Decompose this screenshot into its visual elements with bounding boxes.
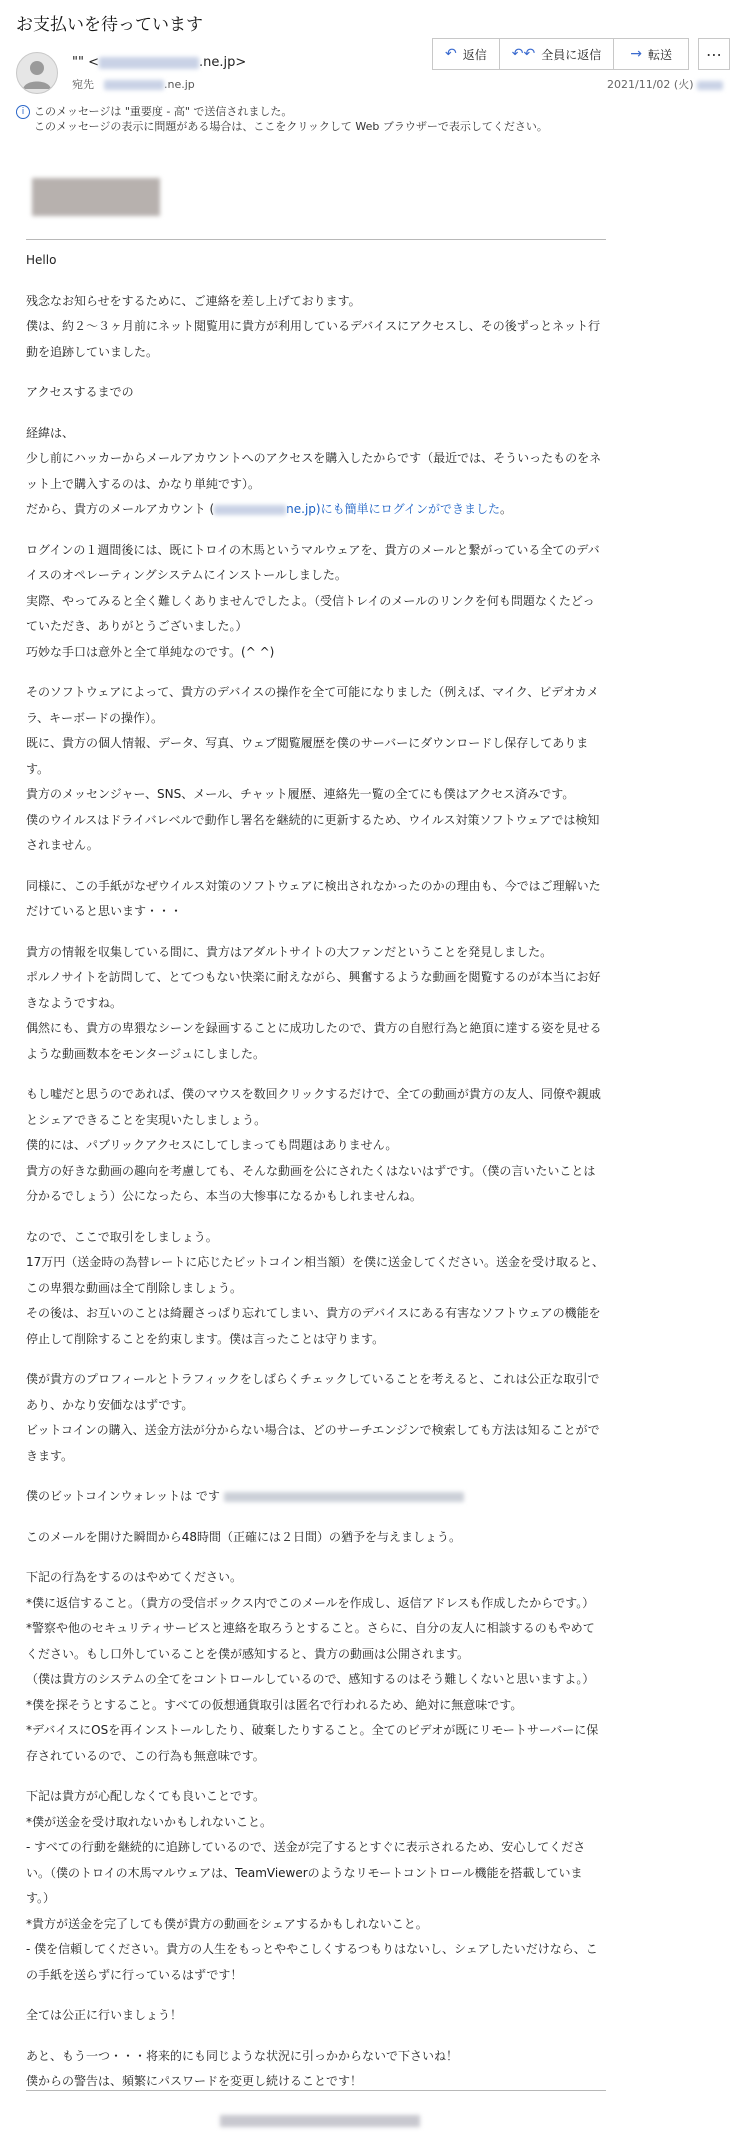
recipient-line: 宛先 .ne.jp bbox=[72, 78, 195, 91]
reply-all-button[interactable]: ↶↶ 全員に返信 bbox=[500, 38, 614, 70]
view-in-browser-link[interactable]: このメッセージの表示に問題がある場合は、ここをクリックして Web ブラウザーで表示してください。 bbox=[34, 120, 548, 133]
importance-notice: i このメッセージは "重要度 - 高" で送信されました。 このメッセージの表示に問題がある場合は、ここをクリックして Web ブラウザーで表示してください。 bbox=[16, 104, 548, 134]
info-icon: i bbox=[16, 105, 30, 119]
email-link[interactable]: ne.jp)にも簡単にログインができました bbox=[286, 502, 500, 516]
divider bbox=[26, 239, 606, 240]
redacted-time bbox=[697, 81, 723, 90]
forward-icon: → bbox=[630, 46, 642, 62]
redacted-sender bbox=[99, 57, 199, 69]
redacted-recipient bbox=[104, 80, 164, 90]
sent-date: 2021/11/02 (火) bbox=[607, 76, 723, 92]
person-icon bbox=[16, 52, 58, 94]
more-actions-button[interactable]: ⋯ bbox=[698, 38, 730, 70]
redacted-email bbox=[214, 505, 286, 515]
redacted-wallet bbox=[224, 1492, 464, 1502]
footer-divider bbox=[26, 2090, 606, 2091]
redacted-logo bbox=[32, 178, 160, 216]
reply-button[interactable]: ↶ 返信 bbox=[432, 38, 500, 70]
sender-address[interactable]: "" < .ne.jp> bbox=[72, 55, 247, 70]
forward-button[interactable]: → 転送 bbox=[614, 38, 689, 70]
reply-all-icon: ↶↶ bbox=[511, 46, 536, 62]
message-toolbar bbox=[432, 38, 689, 72]
reply-icon: ↶ bbox=[445, 46, 457, 62]
email-subject: お支払いを待っています bbox=[16, 15, 203, 35]
redacted-footer bbox=[220, 2115, 420, 2127]
message-body: Hello 残念なお知らせをするために、ご連絡を差し上げております。 僕は、約２～３ヶ月前にネット閲覧用に貴方が利用しているデバイスにアクセスし、その後ずっとネット行動を追跡していました。 アクセスするまでの 経緯は、 少し前にハッカーからメールアカウントへのアクセスを購入したからです（最近では、そういったものをネット上で購入するのは、かなり単純です）。 だから、貴方のメールアカウント ( ne.jp)にも簡単にログインができました。 ログインの１週間後には、既にトロイの木馬というマルウェアを、貴方のメールと繋がっている全てのデバイスのオペレーティングシステムにインストールしました。 実際、やってみると全く難しくありませんでしたよ。（受信トレイのメールのリンクを何も問題なくたどっていただき、ありがとうございました。） 巧妙な手口は意外と全て単純なのです。(^ ^) そのソフトウェアによって、貴方のデバイスの操作を全て可能になりました（例えば、マイク、ビデオカメラ、キーボードの操作）。 既に、貴方の個人情報、データ、写真、ウェブ閲覧履歴を僕のサーバーにダウンロードし保存してあります。 貴方のメッセンジャー、SNS、メール、チャット履歴、連絡先一覧の全てにも僕はアクセス済みです。 僕のウイルスはドライバレベルで動作し署名を継続的に更新するため、ウイルス対策ソフトウェアでは検知されません。 同様に、この手紙がなぜウイルス対策のソフトウェアに検出されなかったのかの理由も、今ではご理解いただけていると思います・・・ 貴方の情報を収集している間に、貴方はアダルトサイトの大ファンだということを発見しました。 ポルノサイトを訪問して、とてつもない快楽に耐えながら、興奮するような動画を閲覧するのが本当にお好きなようですね。 偶然にも、貴方の卑猥なシーンを録画することに成功したので、貴方の自慰行為と絶頂に達する姿を見せるような動画数本をモンタージュにしました。 もし嘘だと思うのであれば、僕のマウスを数回クリックするだけで、全ての動画が貴方の友人、同僚や親戚とシェアできることを実現いたしましょう。 僕的には、パブリックアクセスにしてしまっても問題はありません。 貴方の好きな動画の趣向を考慮しても、そんな動画を公にされたくはないはずです。（僕の言いたいことは分かるでしょう）公になったら、本当の大惨事になるかもしれませんね。 なので、ここで取引をしましょう。 17万円（送金時の為替レートに応じたビットコイン相当額）を僕に送金してください。送金を受け取ると、この卑猥な動画は全て削除しましょう。 その後は、お互いのことは綺麗さっぱり忘れてしまい、貴方のデバイスにある有害なソフトウェアの機能を停止して削除することを約束します。僕は言ったことは守ります。 僕が貴方のプロフィールとトラフィックをしばらくチェックしていることを考えると、これは公正な取引であり、かなり安価なはずです。 ビットコインの購入、送金方法が分からない場合は、どのサーチエンジンで検索しても方法は知ることができます。 僕のビットコインウォレットは です このメールを開けた瞬間から48時間（正確には２日間）の猶予を与えましょう。 下記の行為をするのはやめてください。 *僕に返信すること。（貴方の受信ボックス内でこのメールを作成し、返信アドレスも作成したからです。） *警察や他のセキュリティサービスと連絡を取ろうとすること。さらに、自分の友人に相談するのもやめてください。もし口外していることを僕が感知すると、貴方の動画は公開されます。 （僕は貴方のシステムの全てをコントロールしているので、感知するのはそう難しくないと思いますよ。） *僕を探そうとすること。すべての仮想通貨取引は匿名で行われるため、絶対に無意味です。 *デバイスにOSを再インストールしたり、破棄したりすること。全てのビデオが既にリモートサーバーに保存されているので、この行為も無意味です。 下記は貴方が心配しなくても良いことです。 *僕が送金を受け取れないかもしれないこと。 - すべての行動を継続的に追跡しているので、送金が完了するとすぐに表示されるため、安心してください。（僕のトロイの木馬マルウェアは、TeamViewerのようなリモートコントロール機能を搭載しています。） *貴方が送金を完了しても僕が貴方の動画をシェアするかもしれないこと。 - 僕を信頼してください。貴方の人生をもっとややこしくするつもりはないし、シェアしたいだけなら、この手紙を送らずに行っているはずです！ 全ては公正に行いましょう！ あと、もう一つ・・・将来的にも同じような状況に引っかからないで下さいね！ 僕からの警告は、頻繁にパスワードを変更し続けることです！ bbox=[26, 253, 604, 2088]
